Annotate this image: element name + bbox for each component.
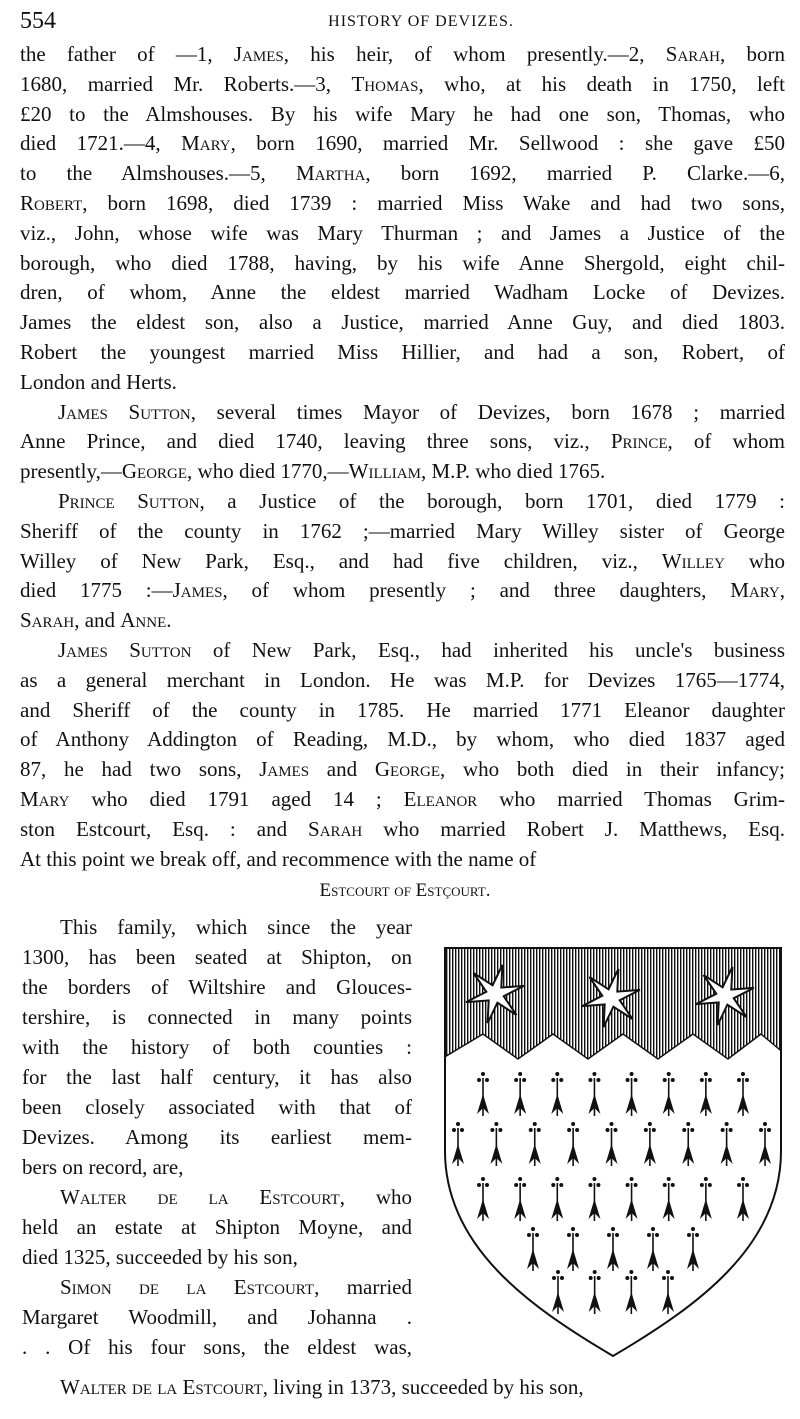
text-run: London and Herts. [20,369,177,394]
text-run: who married Thomas Grim- [477,786,785,811]
text-run: , M.P. who died 1765. [420,459,606,484]
text-line [20,725,785,755]
coat-of-arms-shield-illustration [443,946,785,1360]
text-line [20,755,785,785]
text-line [20,576,785,606]
small-caps-name: Robert [20,190,83,215]
small-caps-name: Willey [661,548,725,573]
text-run: , who, at his death in 1750, left [418,71,786,96]
text-line [20,368,785,398]
text-run: , living in 1373, succeeded by his son, [262,1375,584,1399]
small-caps-name: Mary [181,131,231,156]
small-caps-name: Mary [730,578,780,603]
text-line [22,1152,412,1182]
small-caps-name: James Sutton [58,637,192,662]
text-run: , who [339,1185,413,1209]
text-run: . . Of his four sons, the eldest was, [22,1335,412,1359]
small-caps-name: George [121,459,188,484]
text-run: bers on record, are, [22,1155,184,1179]
text-line [22,1002,412,1032]
small-caps-name: Martha [295,161,366,186]
text-run: , a Justice of the borough, born 1701, died 1779 : [199,488,785,513]
text-run: been closely associated with that of [22,1095,412,1119]
text-run: , born 1698, died 1739 : married Miss Wake and had two sons, [82,190,785,215]
small-caps-name: Mary [20,786,70,811]
text-run: 1680, married Mr. Roberts.—3, [20,71,352,96]
text-line [20,129,785,159]
text-run: , of whom [667,429,786,454]
text-run: died 1775 :— [20,578,173,603]
text-run: , born [719,42,785,66]
text-line [22,1122,412,1152]
text-run: 87, he had two sons, [20,757,260,782]
text-run: , [779,578,785,603]
text-run: , of whom presently ; and three daughters, [222,578,731,603]
small-caps-name: Walter de la Estcourt [60,1375,263,1399]
text-run: of New Park, Esq., had inherited his uncle's business [191,637,786,662]
text-line [20,636,785,666]
text-line [22,1372,722,1402]
text-line [20,785,785,815]
final-text [22,1372,722,1402]
text-line [22,1182,412,1212]
text-run: and [309,757,375,782]
text-run: the borders of Wiltshire and Glouces- [22,975,412,999]
text-line [22,1302,412,1332]
text-run: died 1721.—4, [20,131,182,156]
text-run: borough, who died 1788, having, by his wife Anne Shergold, eight chil- [20,250,785,275]
small-caps-name: Anne [120,608,167,633]
text-line [22,912,412,942]
text-line [22,1032,412,1062]
text-line [22,1272,412,1302]
text-run: Margaret Woodmill, and Johanna . [22,1305,412,1329]
text-run: as a general merchant in London. He was M.P. for Devizes 1765—1774, [20,667,785,692]
small-caps-name: George [374,757,441,782]
small-caps-name: Sarah [20,608,75,633]
small-caps-name: Simon de la Estcourt [60,1275,315,1299]
text-line [20,189,785,219]
small-caps-name: Sarah [308,816,363,841]
text-line [20,40,785,70]
text-line [20,457,785,487]
text-run: Willey of New Park, Esq., and had five children, viz., [20,548,662,573]
text-run: 1300, has been seated at Shipton, on [22,945,412,969]
small-caps-name: Prince Sutton [58,488,200,513]
text-run: , who died 1770,— [187,459,349,484]
small-caps-name: James [172,578,223,603]
text-line [20,249,785,279]
text-run: Devizes. Among its earliest mem- [22,1125,412,1149]
main-text [20,40,785,874]
small-caps-name: James Sutton [58,399,191,424]
text-run: viz., John, whose wife was Mary Thurman ; and James a Justice of the [20,220,785,245]
text-run: , and [74,608,121,633]
text-run: who died 1791 aged 14 ; [69,786,404,811]
text-run: who married Robert J. Matthews, Esq. [362,816,785,841]
text-run: Anne Prince, and died 1740, leaving three sons, viz., [20,429,611,454]
text-run: presently,— [20,459,122,484]
small-caps-name: Thomas [351,71,419,96]
text-run: died 1325, succeeded by his son, [22,1245,298,1269]
text-line [22,972,412,1002]
text-line [20,219,785,249]
text-run: , who both died in their infancy; [440,757,785,782]
text-line [20,100,785,130]
text-line [20,398,785,428]
text-line [22,1332,412,1362]
page-number: 554 [20,8,56,34]
text-run: , born 1692, married P. Clarke.—6, [365,161,785,186]
small-caps-name: James [259,757,310,782]
text-line [22,1092,412,1122]
text-line [20,159,785,189]
text-line [20,815,785,845]
text-run: Robert the youngest married Miss Hillier, and had a son, Robert, of [20,339,785,364]
section-heading: Estcourt of Estçourt. [319,880,491,901]
text-line [20,427,785,457]
text-line [20,547,785,577]
text-line [20,606,785,636]
small-caps-name: Sarah [665,42,720,66]
text-line [22,1062,412,1092]
text-run: ston Estcourt, Esq. : and [20,816,309,841]
text-run: dren, of whom, Anne the eldest married Wadham Locke of Devizes. [20,280,785,305]
text-line [20,696,785,726]
text-run: the father of —1, [20,42,234,66]
text-line [20,338,785,368]
text-line [20,517,785,547]
text-run: for the last half century, it has also [22,1065,412,1089]
text-line [22,1212,412,1242]
text-run: Sheriff of the county in 1762 ;—married Mary Willey sister of George [20,518,785,543]
text-line [20,308,785,338]
text-run: James the eldest son, also a Justice, married Anne Guy, and died 1803. [20,310,785,335]
text-run: of Anthony Addington of Reading, M.D., by whom, who died 1837 aged [20,727,785,752]
text-run: to the Almshouses.—5, [20,161,296,186]
left-column-text [22,912,412,1362]
text-line [20,666,785,696]
text-run: £20 to the Almshouses. By his wife Mary he had one son, Thomas, who [20,101,785,126]
running-header [20,8,782,36]
text-run: , several times Mayor of Devizes, born 1678 ; married [190,399,785,424]
text-line [20,845,785,875]
small-caps-name: Prince [610,429,668,454]
small-caps-name: William [348,459,421,484]
small-caps-name: James [233,42,284,66]
text-run: , married [314,1275,413,1299]
text-run: who [724,548,785,573]
text-run: At this point we break off, and recommence with the name of [20,846,537,871]
text-run: with the history of both counties : [22,1035,412,1059]
small-caps-name: Eleanor [403,786,478,811]
text-run: tershire, is connected in many points [22,1005,412,1029]
running-title: HISTORY OF DEVIZES. [328,13,514,30]
text-line [22,942,412,972]
text-run: , born 1690, married Mr. Sellwood : she gave £50 [230,131,785,156]
text-run: and Sheriff of the county in 1785. He married 1771 Eleanor daughter [20,697,785,722]
text-run: , his heir, of whom presently.—2, [283,42,666,66]
small-caps-name: Walter de la Estcourt [60,1185,340,1209]
text-run: held an estate at Shipton Moyne, and [22,1215,412,1239]
text-line [20,278,785,308]
text-line [20,70,785,100]
text-run: . [166,608,172,633]
text-line [20,487,785,517]
text-run: This family, which since the year [60,915,412,939]
text-line [22,1242,412,1272]
